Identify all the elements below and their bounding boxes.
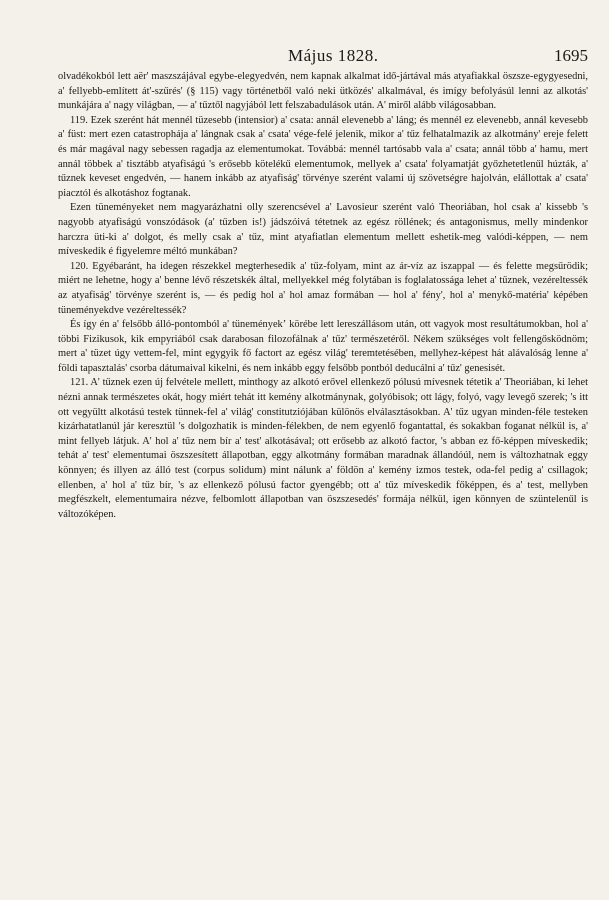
body-text bbox=[58, 70, 588, 522]
page-number: 1695 bbox=[554, 46, 588, 65]
running-title: Május 1828. bbox=[288, 46, 379, 65]
paragraph: 121. A' tűznek ezen új felvétele mellett, minthogy az alkotó erővel ellenkező pólusú mívesnek tétetik a' Theoriában, ki lehet nézni annak természetes okát, hogy miért tehát itt kemény alkotmánynak, golyóbisok; ott lágy, folyó, vagy levegő szerek; 's itt ott vegyültt alkotású testek tünnek-fel a' világ' constitutziójában különös elválasztásokban. A' tűz ugyan minden-féle testeken kizárhatatlanúl jár keresztül 's dolgozhatik is minden-félekben, de nem egyenlő fogantattal, és sokakban foganat nélkül is, a' mint fellyeb látjuk. A' hol a' tűz nem bír a' test' alkotásával; ott erősebb az alkotó factor, 's abban ez fő-képpen míveskedik; tehát a' test' elementumai öszszesített állapotban, eggy alkotmány formában maradnak állandóúl, nem is változhatnak eggy könnyen; és illyen az álló test (corpus solidum) mint nálunk a' földön a' kemény izmos testek, oda-fel pedig a' csillagok; ellenben, a' hol a' tűz bír, 's az ellenkező pólusú factor gyengébb; ott a' tűz míveskedik főképpen, és a' test, mellyben megfészkelt, elementumaira nézve, felbomlott állapotban van öszszesedés' formája nélkül, igen könnyen de szüntelenűl is változóképen. bbox=[58, 377, 588, 520]
paragraph: 119. Ezek szerént hát mennél tüzesebb (intensior) a' csata: annál elevenebb a' láng; és mennél ez elevenebb, annál kevesebb a' füst: mert ezen catastrophája a' lángnak csak a' csata' vége-felé jelenik, mikor a' tűz felhatalmazik az alkotmány' ereje felett és már magával nagy sebessen ragadja az elementumokat. Továbbá: mennél tartósabb vala a' csata; annál több a' hamu, mert annál többek a' tisztább atyafiságú 's erősebb kötelékű elementumok, mellyek a' csata' folyamatját győzhetetlenűl húzták, a' tűznek keveset engedvén, — hanem inkább az atyafiság' törvénye szerént valami új szövetségre hajolván, elállottak a' csata' piacztól és alkotáshoz fogtanak. bbox=[58, 114, 588, 199]
page bbox=[58, 40, 588, 522]
paragraph: 120. Egyébaránt, ha idegen részekkel megterhesedik a' tűz-folyam, mint az ár-víz az iszappal — és felette megsűrödik; miért ne lehetne, hogy a' benne lévő részetskék által, mellyekkel még folytában is foglalatossága lehet a' tűznek, vezéreltessék az atyafiság' törvénye szerént is, — és pedig hol a' hol amaz formában — hol a' fény', hol a' menykő-matéria' képében tüneményekdve vezéreltessék? bbox=[58, 260, 588, 316]
paragraph: Ezen tüneményeket nem magyarázhatni olly szerencsével a' Lavosieur szerént való Theoriában, hol csak a' kissebb 's nagyobb atyafiságú vonszódások (a' tűzben is!) jádszóivá tétetnek az egész röllének; és antagonismus, melly mindenkor harczra üti-ki a' dolgot, és melly csak a' tűz, mint atyafiatlan elementum mellett eshetik-meg valódi-képpen, — nem míveskedik é figyelemre méltó munkában? bbox=[58, 202, 588, 258]
paragraph: olvadékokból lett aër' maszszájával egybe-elegyedvén, nem kapnak alkalmat idő-jártával más atyafiakkal öszsze-egygyesedni, a' fellyebb-említett át'-szűrés' (§ 115) vagy történetből való neki ütközés' alkalmával, és imígy befolyásúl lenni az alkotás' munkájára a' nagy világban, — a' tűztől nagyjából lett felszabadulások után. A' miről alább világosabban. bbox=[58, 71, 588, 112]
running-head bbox=[58, 40, 588, 70]
paragraph: És így én a' felsőbb álló-pontomból a' tüneményekʼ körébe lett lereszállásom után, ott vagyok most resultátumokban, hol a' többi Fizikusok, kik empyriából csak darabosan filozofálnak a' tűz' természetéről. Nékem szükséges volt fellengősködnöm; mert a' tüzet úgy vettem-fel, mint egygyik fő factort az egész világ' teremtetésében, mellyhez-képest hát alávalóság lenne a' földi tapasztalás' csorba dátumaival kikelni, és nem inkább eggy felsőbb pontból deducálni a' tűz' genesisét. bbox=[58, 319, 588, 374]
